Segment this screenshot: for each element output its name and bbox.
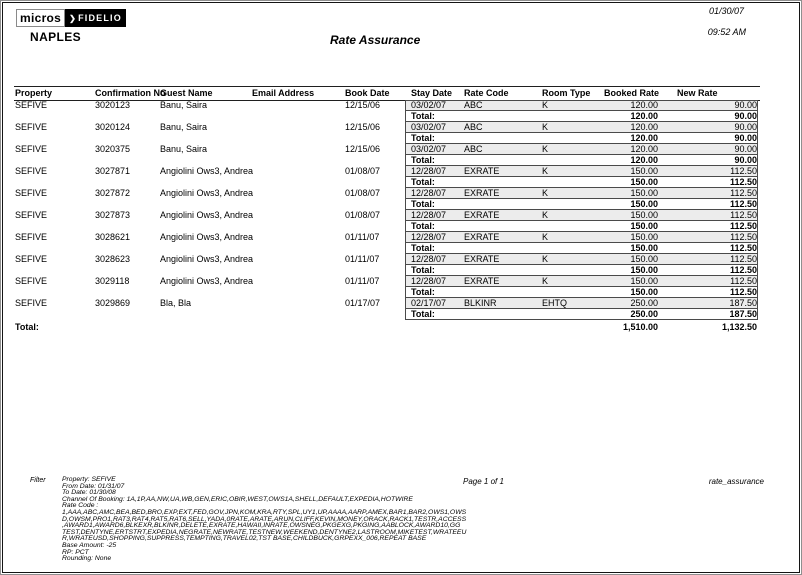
total-booked-rate: 120.00	[630, 155, 658, 165]
col-header-confirmation-no: Confirmation No	[95, 88, 166, 98]
total-label: Total:	[411, 199, 435, 209]
cell-book-date: 01/08/07	[345, 166, 381, 176]
total-label: Total:	[411, 155, 435, 165]
total-booked-rate: 120.00	[630, 111, 658, 121]
reservation-group	[14, 188, 760, 210]
reservation-group	[14, 144, 760, 166]
cell-guest-name: Banu, Saira	[160, 122, 208, 132]
filter-line: D,OWSM,PRO1,RAT3,RAT4,RAT5,RAT6,SELL,YADA,0RATE,ARATE,ARUN,CLIFF,KEVIN,MONEY,ORACK,RACK1,TESTR,ACCESS	[62, 515, 467, 523]
col-header-guest-name: Guest Name	[160, 88, 213, 98]
cell-book-date: 01/17/07	[345, 298, 381, 308]
filter-line: 1,AAA,ABC,AMC,BEA,BED,BRO,EXP,EXT,FED,GOV,JPN,KOM,KRA,RTY,SPL,UY1,UP,AAAA,AARP,AMEX,BAR1,BAR2,OWS1,OWS	[62, 508, 467, 516]
cell-booked-rate: 150.00	[630, 188, 658, 198]
cell-rate-code: EXRATE	[464, 232, 500, 242]
grand-total-new: 1,132.50	[721, 322, 757, 332]
total-booked-rate: 250.00	[630, 309, 658, 319]
cell-stay-date: 12/28/07	[411, 254, 447, 264]
reservation-group	[14, 232, 760, 254]
cell-rate-code: ABC	[464, 144, 483, 154]
col-header-property: Property	[15, 88, 53, 98]
reservation-group	[14, 276, 760, 298]
col-header-room-type: Room Type	[542, 88, 591, 98]
cell-property: SEFIVE	[15, 122, 48, 132]
reservation-total-row	[14, 309, 760, 320]
filter-line: Rounding: None	[62, 555, 112, 563]
cell-stay-date: 03/02/07	[411, 122, 447, 132]
reservation-total-row	[14, 133, 760, 144]
reservation-detail-row	[14, 188, 760, 199]
reservation-total-row	[14, 111, 760, 122]
cell-property: SEFIVE	[15, 276, 48, 286]
cell-new-rate: 90.00	[734, 144, 757, 154]
cell-book-date: 12/15/06	[345, 100, 381, 110]
cell-room-type: K	[542, 122, 549, 132]
reservation-total-row	[14, 221, 760, 232]
cell-booked-rate: 150.00	[630, 166, 658, 176]
total-label: Total:	[411, 287, 435, 297]
cell-book-date: 12/15/06	[345, 144, 381, 154]
col-header-new-rate: New Rate	[677, 88, 718, 98]
cell-book-date: 01/11/07	[345, 276, 380, 286]
reservation-group	[14, 122, 760, 144]
filter-line: From Date: 01/31/07	[62, 482, 125, 490]
cell-guest-name: Angiolini Ows3, Andrea	[160, 254, 254, 264]
total-label: Total:	[411, 309, 435, 319]
report-date: 01/30/07	[708, 6, 744, 16]
reservation-detail-row	[14, 100, 760, 111]
total-new-rate: 112.50	[729, 287, 757, 297]
cell-rate-code: EXRATE	[464, 276, 500, 286]
total-label: Total:	[411, 221, 435, 231]
cell-room-type: K	[542, 254, 549, 264]
report-time: 09:52 AM	[707, 27, 746, 37]
total-label: Total:	[411, 265, 435, 275]
cell-confirmation-no: 3020123	[95, 100, 131, 110]
filter-line: RP: PCT	[62, 548, 89, 556]
filter-line: Rate Code :	[62, 502, 99, 510]
reservation-detail-row	[14, 144, 760, 155]
cell-property: SEFIVE	[15, 232, 48, 242]
table-header-row	[14, 86, 760, 101]
cell-confirmation-no: 3029118	[95, 276, 130, 286]
cell-new-rate: 112.50	[730, 276, 757, 286]
total-label: Total:	[411, 133, 435, 143]
cell-new-rate: 90.00	[734, 122, 757, 132]
property-name: NAPLES	[30, 30, 82, 44]
cell-stay-date: 12/28/07	[411, 232, 447, 242]
total-new-rate: 112.50	[729, 177, 757, 187]
cell-rate-code: EXRATE	[464, 166, 500, 176]
filter-criteria	[62, 477, 786, 563]
cell-new-rate: 187.50	[729, 298, 757, 308]
total-booked-rate: 150.00	[630, 265, 658, 275]
total-booked-rate: 150.00	[630, 221, 658, 231]
cell-rate-code: EXRATE	[464, 210, 500, 220]
micros-logo-text: micros	[16, 9, 65, 27]
cell-guest-name: Banu, Saira	[160, 144, 208, 154]
cell-confirmation-no: 3027872	[95, 188, 131, 198]
cell-stay-date: 12/28/07	[411, 276, 447, 286]
reservation-total-row	[14, 243, 760, 254]
cell-booked-rate: 150.00	[630, 210, 658, 220]
col-header-rate-code: Rate Code	[464, 88, 509, 98]
cell-rate-code: EXRATE	[464, 188, 500, 198]
cell-guest-name: Angiolini Ows3, Andrea	[160, 188, 254, 198]
cell-booked-rate: 150.00	[630, 276, 658, 286]
cell-stay-date: 03/02/07	[411, 100, 447, 110]
filter-line: Base Amount: -25	[62, 541, 117, 549]
cell-property: SEFIVE	[15, 166, 48, 176]
col-header-booked-rate: Booked Rate	[604, 88, 660, 98]
cell-guest-name: Banu, Saira	[160, 100, 208, 110]
reservation-detail-row	[14, 166, 760, 177]
cell-confirmation-no: 3027871	[95, 166, 131, 176]
total-booked-rate: 150.00	[630, 199, 658, 209]
cell-guest-name: Angiolini Ows3, Andrea	[160, 232, 254, 242]
reservation-total-row	[14, 155, 760, 166]
cell-booked-rate: 150.00	[630, 232, 658, 242]
cell-room-type: K	[542, 188, 549, 198]
total-booked-rate: 150.00	[630, 243, 658, 253]
cell-room-type: K	[542, 210, 549, 220]
cell-guest-name: Angiolini Ows3, Andrea	[160, 166, 254, 176]
cell-room-type: K	[542, 100, 549, 110]
total-new-rate: 187.50	[729, 309, 757, 319]
grand-total-booked: 1,510.00	[622, 322, 658, 332]
cell-booked-rate: 120.00	[630, 144, 658, 154]
cell-room-type: K	[542, 166, 549, 176]
cell-rate-code: EXRATE	[464, 254, 500, 264]
cell-stay-date: 03/02/07	[411, 144, 447, 154]
cell-guest-name: Bla, Bla	[160, 298, 192, 308]
table-body	[14, 100, 760, 320]
total-label: Total:	[411, 243, 435, 253]
reservation-total-row	[14, 287, 760, 298]
total-new-rate: 112.50	[729, 243, 757, 253]
filter-line: TEST,DENTYNE,ERTSTRT,EXPEDIA,NEGRATE,NEWRATE,TESTNEW,WEEKEND,DENTYNE2,LASTROOM,MIKETEST,WRATEEU	[62, 528, 467, 536]
cell-property: SEFIVE	[15, 100, 48, 110]
filter-line: Channel Of Booking: 1A,1P,AA,NW,UA,WB,GEN,ERIC,OBIR,WEST,OWS1A,SHELL,DEFAULT,EXPEDIA,HOTWIRE	[62, 495, 413, 503]
cell-booked-rate: 150.00	[630, 254, 658, 264]
cell-booked-rate: 120.00	[630, 100, 658, 110]
cell-book-date: 12/15/06	[345, 122, 381, 132]
col-header-stay-date: Stay Date	[411, 88, 453, 98]
cell-guest-name: Angiolini Ows3, Andrea	[160, 210, 254, 220]
reservation-detail-row	[14, 232, 760, 243]
fidelio-logo-text: ❯ FIDELIO	[65, 9, 126, 27]
cell-property: SEFIVE	[15, 144, 48, 154]
total-new-rate: 90.00	[734, 111, 757, 121]
cell-book-date: 01/08/07	[345, 210, 381, 220]
cell-new-rate: 112.50	[730, 166, 757, 176]
cell-book-date: 01/08/07	[345, 188, 381, 198]
reservation-group	[14, 210, 760, 232]
cell-new-rate: 90.00	[734, 100, 757, 110]
cell-rate-code: ABC	[464, 122, 483, 132]
cell-confirmation-no: 3020124	[95, 122, 131, 132]
total-new-rate: 90.00	[734, 133, 757, 143]
reservation-detail-row	[14, 210, 760, 221]
cell-book-date: 01/11/07	[345, 254, 380, 264]
filter-line: Property: SEFIVE	[62, 476, 116, 483]
cell-property: SEFIVE	[15, 298, 48, 308]
cell-stay-date: 02/17/07	[411, 298, 447, 308]
cell-new-rate: 112.50	[730, 232, 757, 242]
total-new-rate: 112.50	[729, 221, 757, 231]
cell-confirmation-no: 3027873	[95, 210, 131, 220]
cell-confirmation-no: 3028623	[95, 254, 131, 264]
col-header-book-date: Book Date	[345, 88, 390, 98]
filter-label: Filter	[30, 477, 46, 484]
total-new-rate: 112.50	[729, 199, 757, 209]
cell-guest-name: Angiolini Ows3, Andrea	[160, 276, 254, 286]
total-booked-rate: 150.00	[630, 287, 658, 297]
filter-line: R,WRATEUSD,SHOPPING,SUPPRESS,TEMPTING,TRAVEL02,TST BASE,CHILDBUCK,GRPEXX_006,REPEAT BASE	[62, 535, 427, 543]
cell-room-type: K	[542, 276, 549, 286]
total-booked-rate: 150.00	[630, 177, 658, 187]
cell-stay-date: 12/28/07	[411, 188, 447, 198]
cell-new-rate: 112.50	[730, 188, 757, 198]
reservation-group	[14, 254, 760, 276]
cell-confirmation-no: 3028621	[95, 232, 131, 242]
grand-total-label: Total:	[15, 322, 39, 332]
cell-stay-date: 12/28/07	[411, 166, 447, 176]
cell-room-type: EHTQ	[542, 298, 568, 308]
total-new-rate: 90.00	[734, 155, 757, 165]
micros-fidelio-logo	[16, 9, 126, 27]
reservation-detail-row	[14, 298, 760, 309]
reservation-group	[14, 100, 760, 122]
cell-new-rate: 112.50	[730, 254, 757, 264]
reservation-detail-row	[14, 122, 760, 133]
page-number: Page 1 of 1	[463, 477, 504, 486]
total-new-rate: 112.50	[729, 265, 757, 275]
cell-rate-code: ABC	[464, 100, 483, 110]
cell-property: SEFIVE	[15, 254, 48, 264]
cell-property: SEFIVE	[15, 188, 48, 198]
cell-new-rate: 112.50	[730, 210, 757, 220]
cell-confirmation-no: 3029869	[95, 298, 131, 308]
report-title: Rate Assurance	[330, 33, 421, 47]
report-file-name: rate_assurance	[708, 477, 764, 486]
diamond-icon: ❯	[69, 13, 78, 23]
cell-rate-code: BLKINR	[464, 298, 497, 308]
reservation-total-row	[14, 265, 760, 276]
cell-stay-date: 12/28/07	[411, 210, 447, 220]
col-header-email-address: Email Address	[252, 88, 315, 98]
cell-room-type: K	[542, 144, 549, 154]
reservation-detail-row	[14, 276, 760, 287]
cell-book-date: 01/11/07	[345, 232, 380, 242]
filter-line: ,AWARD1,AWARD6,BLKEXR,BLKINR,DELETE,EXRATE,HAWAII,INRATE,OWSNEG,PKGEXG,PKGING,AABLOCK,AWARD10,GG	[62, 522, 461, 530]
total-booked-rate: 120.00	[630, 133, 658, 143]
cell-property: SEFIVE	[15, 210, 48, 220]
total-label: Total:	[411, 177, 435, 187]
reservation-total-row	[14, 199, 760, 210]
reservation-total-row	[14, 177, 760, 188]
cell-booked-rate: 250.00	[630, 298, 658, 308]
reservation-group	[14, 298, 760, 320]
total-label: Total:	[411, 111, 435, 121]
cell-room-type: K	[542, 232, 549, 242]
grand-total-row	[14, 322, 760, 334]
reservation-detail-row	[14, 254, 760, 265]
reservation-group	[14, 166, 760, 188]
cell-confirmation-no: 3020375	[95, 144, 131, 154]
filter-line: To Date: 01/30/08	[62, 489, 116, 497]
cell-booked-rate: 120.00	[630, 122, 658, 132]
